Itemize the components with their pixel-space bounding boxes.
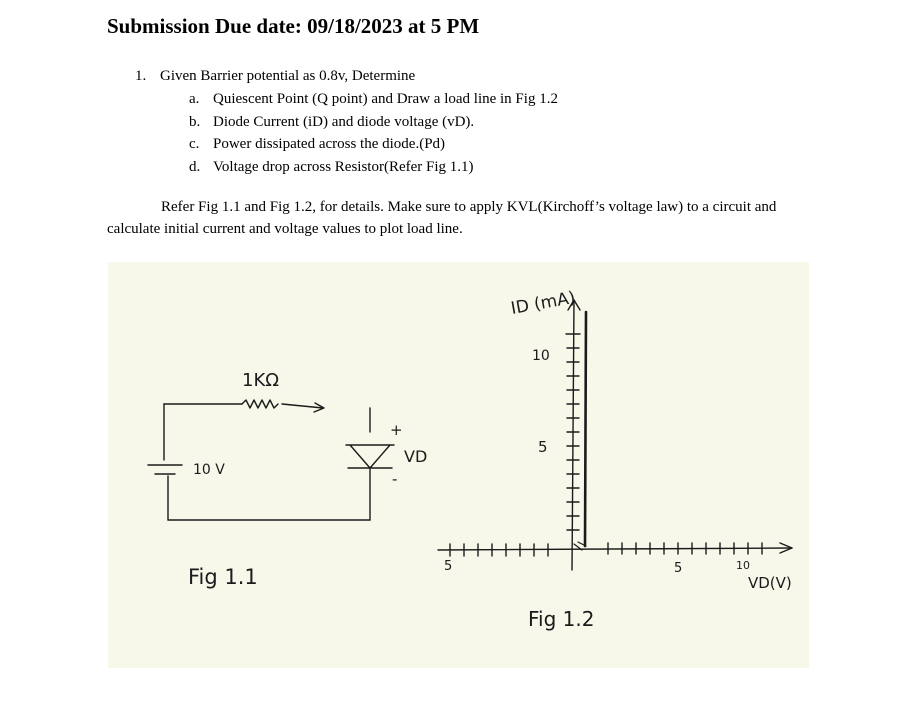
question-part-c <box>189 133 558 156</box>
figure-svg <box>108 262 809 668</box>
part-marker: b. <box>189 113 201 130</box>
question-part-b <box>189 111 558 134</box>
page-title: Submission Due date: 09/18/2023 at 5 PM <box>107 14 480 38</box>
part-text: Quiescent Point (Q point) and Draw a load line in Fig 1.2 <box>213 91 558 107</box>
part-marker: c. <box>189 136 200 152</box>
y-tick-label-5: 5 <box>538 438 548 456</box>
part-marker: d. <box>189 158 201 175</box>
question-1 <box>135 66 415 86</box>
refer-paragraph: Refer Fig 1.1 and Fig 1.2, for details. Make sure to apply KVL(Kirchoff’s voltage law) to a circuit and calculate initial current and voltage values to plot load line. <box>107 199 777 237</box>
vd-label: VD <box>404 447 428 466</box>
question-number: 1. <box>135 68 147 84</box>
question-part-d <box>189 156 558 179</box>
part-text: Diode Current (iD) and diode voltage (vD). <box>213 113 475 130</box>
resistor-icon <box>242 400 278 408</box>
minus-label: - <box>392 470 398 488</box>
x-tick-label-neg5: 5 <box>444 559 453 574</box>
source-label: 10 V <box>193 462 225 478</box>
question-parts <box>189 88 558 178</box>
diode-icon <box>346 445 394 468</box>
handwritten-figure <box>108 262 809 668</box>
part-text: Voltage drop across Resistor(Refer Fig 1.1) <box>213 158 474 175</box>
y-axis-bold-line <box>585 312 586 546</box>
axes-fig-1-2 <box>438 300 792 570</box>
battery-icon <box>148 465 182 474</box>
x-axis-label: VD(V) <box>748 574 792 592</box>
circuit-fig-1-1 <box>148 400 394 520</box>
part-text: Power dissipated across the diode.(Pd) <box>213 136 446 152</box>
x-tick-label-10: 10 <box>736 559 750 572</box>
part-marker: a. <box>189 91 200 107</box>
x-axis <box>438 548 792 550</box>
fig-1-1-caption: Fig 1.1 <box>188 565 258 589</box>
plus-label: + <box>390 421 403 439</box>
question-text: Given Barrier potential as 0.8v, Determine <box>160 68 416 84</box>
y-tick-label-10: 10 <box>532 348 550 364</box>
resistor-label: 1KΩ <box>242 370 280 391</box>
x-tick-label-5: 5 <box>674 561 683 576</box>
fig-1-2-caption: Fig 1.2 <box>528 607 595 631</box>
question-part-a <box>189 88 558 111</box>
y-axis-label: ID (mA) <box>509 287 577 319</box>
